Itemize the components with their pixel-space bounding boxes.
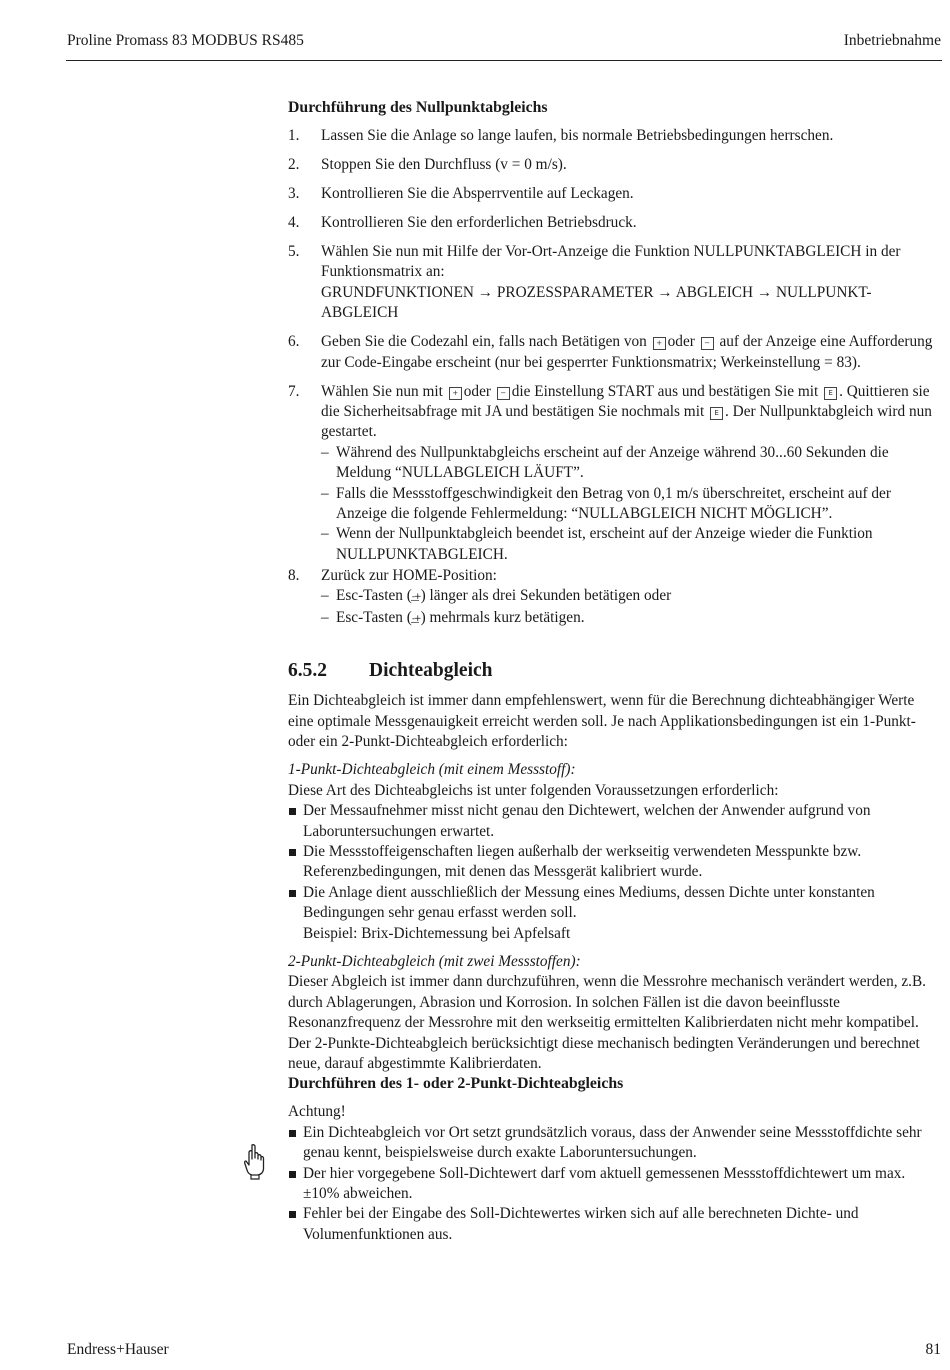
step-text: ) mehrmals kurz betätigen. (420, 608, 585, 626)
list-item (288, 883, 940, 944)
step-text: . Der Nullpunktabgleich wird nun gestartet. (321, 403, 932, 441)
plus-key-icon: + (653, 337, 666, 350)
section-title: Dichteabgleich (369, 660, 493, 682)
dash-item (321, 586, 940, 607)
step-text: Kontrollieren Sie die Absperrventile auf Leckagen. (321, 185, 634, 202)
step-text: . Quittieren sie die Sicherheitsabfrage mit JA und bestätigen Sie nochmals mit (321, 382, 930, 421)
step-number: 3. (288, 185, 300, 202)
caution-title: Achtung! (288, 1103, 346, 1121)
header-rule (66, 60, 942, 61)
list-item: Fehler bei der Eingabe des Soll-Dichtewertes wirken sich auf alle berechneten Dichte- und Volumenfunktionen aus. (288, 1204, 940, 1245)
step-number: 6. (288, 333, 300, 351)
step-number: 7. (288, 382, 300, 400)
step-7 (288, 382, 940, 566)
step-text: Kontrollieren Sie den erforderlichen Betriebsdruck. (321, 214, 637, 231)
step-text: Esc-Tasten ( (336, 587, 412, 605)
step-text: oder (667, 333, 695, 351)
list-item: Die Messstoffeigenschaften liegen außerhalb der werkseitig verwendeten Messpunkte bzw. Referenzbedingungen, mit denen das Messgerät kalibriert wurde. (288, 842, 940, 883)
list-item: Der hier vorgegebene Soll-Dichtewert darf vom aktuell gemessenen Messstoffdichtewert um max. ±10% abweichen. (288, 1164, 940, 1205)
step-number: 1. (288, 127, 300, 144)
dash-item: – Falls die Messstoffgeschwindigkeit den Betrag von 0,1 m/s überschreitet, erscheint auf der Anzeige die folgende Fehlermeldung: “NULLABGLEICH NICHT MÖGLICH”. (321, 484, 940, 525)
plus-key-icon: + (449, 387, 462, 400)
step-text: die Einstellung START aus und bestätigen Sie mit (511, 382, 819, 400)
step-text: Zurück zur HOME-Position: (321, 566, 497, 584)
step-6 (288, 332, 940, 373)
procedure-heading: Durchführen des 1- oder 2-Punkt-Dichteabgleichs (288, 1075, 624, 1093)
page-number: 81 (925, 1341, 941, 1358)
two-point-text: Dieser Abgleich ist immer dann durchzuführen, wenn die Messrohre mechanisch verändert werden, z.B. durch Ablagerungen, Abrasion und Korrosion. In solchen Fällen ist die davon beeinflusste Resonanzfrequenz der Messrohre mit den werkseitig ermittelten Kalibrierdaten nicht mehr kompatibel. Der 2-Punkte-Dichteabgleich berücksichtigt diese mechanisch bedingten Veränderungen und berechnet neue, darauf abgestimmte Kalibrierdaten. (288, 973, 927, 1072)
step-text: Wählen Sie nun mit Hilfe der Vor-Ort-Anzeige die Funktion NULLPUNKTABGLEICH in der Funktionsmatrix an: (321, 243, 901, 281)
step-text: Stoppen Sie den Durchfluss (v = 0 m/s). (321, 156, 567, 173)
one-point-heading: 1-Punkt-Dichteabgleich (mit einem Messstoff): (288, 761, 576, 779)
menu-path: GRUNDFUNKTIONEN → PROZESSPARAMETER → ABGLEICH → NULLPUNKT-ABGLEICH (321, 283, 872, 322)
step-2 (288, 155, 940, 175)
example-text: Beispiel: Brix-Dichtemessung bei Apfelsaft (303, 924, 571, 942)
two-point-heading: 2-Punkt-Dichteabgleich (mit zwei Messstoffen): (288, 952, 581, 970)
section-heading (288, 659, 940, 683)
step-5 (288, 242, 940, 324)
step-3 (288, 184, 940, 204)
minus-key-icon: − (701, 337, 714, 350)
step-1 (288, 126, 940, 146)
one-point-list (288, 801, 940, 944)
step-text: auf der Anzeige eine Aufforderung zur Code-Eingabe erscheint (nur bei gesperrter Funktionsmatrix; Werkeinstellung = 83). (321, 333, 933, 371)
footer-brand: Endress+Hauser (67, 1341, 169, 1358)
step-text: Lassen Sie die Anlage so lange laufen, bis normale Betriebsbedingungen herrschen. (321, 127, 834, 144)
step-4 (288, 213, 940, 233)
dash-item (321, 608, 940, 629)
caution-list (288, 1123, 940, 1245)
section-number: 6.5.2 (288, 660, 327, 682)
step-number: 4. (288, 214, 300, 231)
zero-point-heading: Durchführung des Nullpunktabgleichs (288, 99, 548, 116)
step-text: Esc-Tasten ( (336, 608, 412, 626)
step-number: 2. (288, 156, 300, 173)
zero-point-steps (288, 126, 940, 629)
step-number: 8. (288, 566, 300, 584)
step-text: Wählen Sie nun mit (321, 382, 443, 400)
step-8 (288, 566, 940, 629)
enter-key-icon: E (710, 407, 723, 420)
density-intro: Ein Dichteabgleich ist immer dann empfehlenswert, wenn für die Berechnung dichteabhängiger Werte eine optimale Messgenauigkeit erreicht werden soll. Je nach Applikationsbedingungen ist ein 1-Punkt- oder ein 2-Punkt-Dichteabgleich erforderlich: (288, 692, 916, 750)
header-chapter: Inbetriebnahme (843, 32, 941, 49)
enter-key-icon: E (824, 387, 837, 400)
pointing-hand-icon (242, 1143, 266, 1181)
step-text: Geben Sie die Codezahl ein, falls nach Betätigen von (321, 333, 647, 351)
one-point-intro: Diese Art des Dichteabgleichs ist unter folgenden Voraussetzungen erforderlich: (288, 781, 779, 799)
step-text: ) länger als drei Sekunden betätigen oder (420, 587, 672, 605)
minus-key-icon: − (497, 387, 510, 400)
esc-keys-icon: -͟+ (411, 613, 421, 624)
step-number: 5. (288, 243, 300, 260)
header-doc-title: Proline Promass 83 MODBUS RS485 (67, 32, 304, 49)
list-item: Ein Dichteabgleich vor Ort setzt grundsätzlich voraus, dass der Anwender seine Messstoffdichte sehr genau kennt, beispielsweise durch exakte Laboruntersuchungen. (288, 1123, 940, 1164)
dash-item: – Wenn der Nullpunktabgleich beendet ist, erscheint auf der Anzeige wieder die Funktion NULLPUNKTABGLEICH. (321, 524, 940, 565)
esc-keys-icon: -͟+ (411, 592, 421, 603)
list-item-text: Die Anlage dient ausschließlich der Messung eines Mediums, dessen Dichte unter konstanten Bedingungen sehr genau erfasst werden soll. (303, 883, 875, 922)
main-content (288, 98, 940, 1245)
step-text: oder (463, 382, 491, 400)
list-item: Der Messaufnehmer misst nicht genau den Dichtewert, welchen der Anwender aufgrund von Laboruntersuchungen erwartet. (288, 801, 940, 842)
dash-item: – Während des Nullpunktabgleichs erscheint auf der Anzeige während 30...60 Sekunden die Meldung “NULLABGLEICH LÄUFT”. (321, 443, 940, 484)
